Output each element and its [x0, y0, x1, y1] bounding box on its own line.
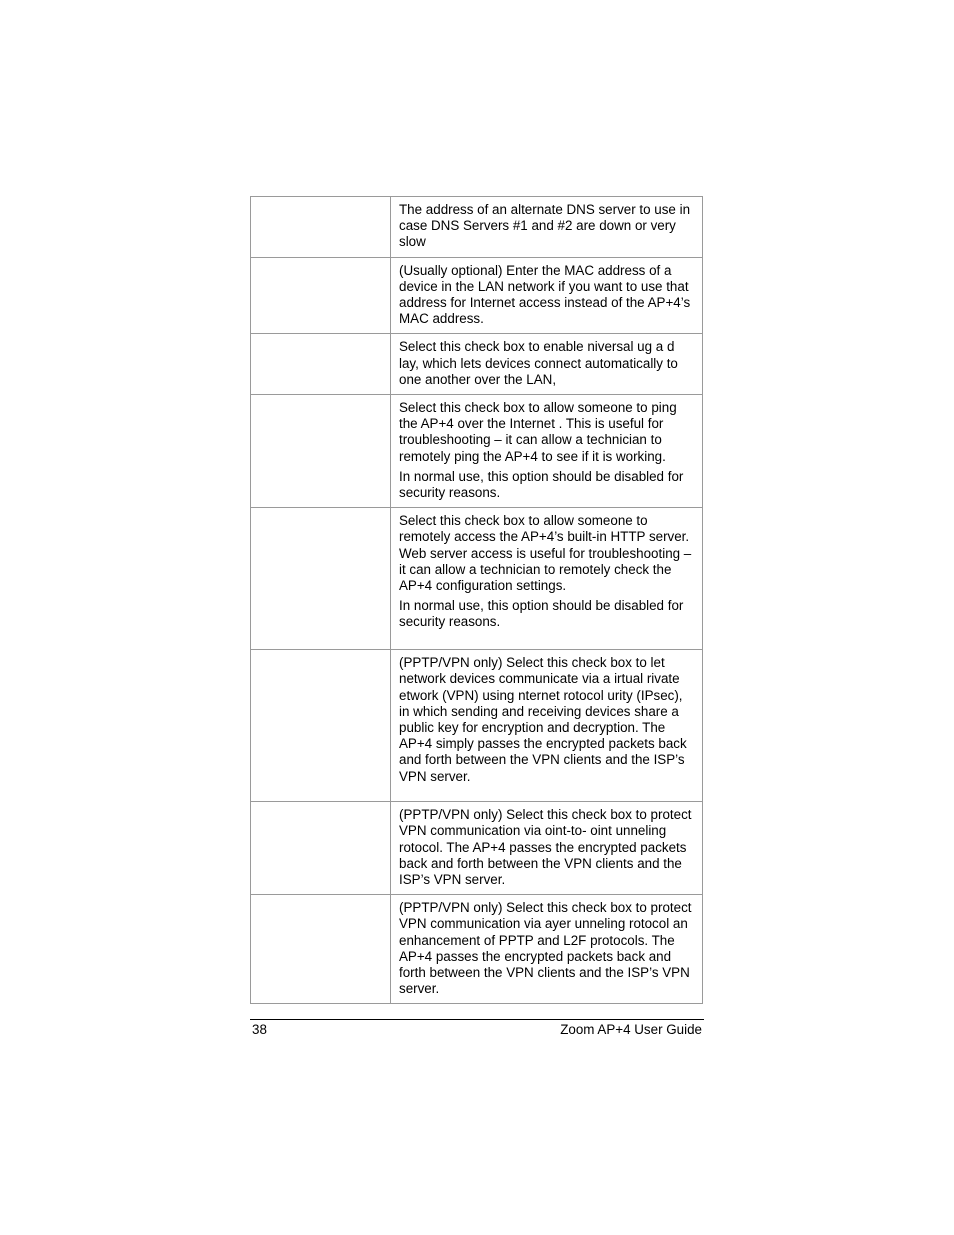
table-row [251, 895, 703, 1004]
description-paragraph: (Usually optional) Enter the MAC address of a device in the LAN network if you want to use that address for Internet access instead of the AP+4’s MAC address. [399, 262, 691, 327]
table-row [251, 395, 703, 508]
description-paragraph: Select this check box to allow someone to remotely access the AP+4’s built-in HTTP server. Web server access is useful for troubleshooting – it can allow a technician to remotely check the AP+4 configuration settings. [399, 513, 692, 594]
setting-label-cell [251, 197, 391, 258]
table-row [251, 257, 703, 334]
setting-description-cell [391, 257, 703, 334]
table-row [251, 802, 703, 895]
table-row [251, 508, 703, 650]
setting-label-cell [251, 650, 391, 802]
description-paragraph: (PPTP/VPN only) Select this check box to protect VPN communication via oint-to- oint unneling rotocol. The AP+4 passes the encrypted packets back and forth between the VPN clients and the ISP’s VPN server. [399, 807, 692, 888]
setting-label-cell [251, 508, 391, 650]
setting-label-cell [251, 334, 391, 395]
setting-description-cell [391, 802, 703, 895]
description-paragraph: (PPTP/VPN only) Select this check box to protect VPN communication via ayer unneling rotocol an enhancement of PPTP and L2F protocols. The AP+4 passes the encrypted packets back and forth between the VPN clients and the ISP’s VPN server. [399, 900, 692, 997]
description-paragraph: Select this check box to allow someone to ping the AP+4 over the Internet . This is useful for troubleshooting – it can allow a technician to remotely ping the AP+4 to see if it is working. [399, 400, 677, 464]
guide-title: Zoom AP+4 User Guide [560, 1022, 702, 1037]
table-row [251, 334, 703, 395]
description-paragraph: Select this check box to enable niversal ug a d lay, which lets devices connect automatically to one another over the LAN, [399, 339, 678, 387]
settings-description-table [250, 196, 703, 1004]
table-row [251, 197, 703, 258]
setting-description-cell [391, 395, 703, 508]
setting-label-cell [251, 257, 391, 334]
description-paragraph: (PPTP/VPN only) Select this check box to let network devices communicate via a irtual rivate etwork (VPN) using nternet rotocol urity (IPsec), in which sending and receiving devices share a public key for encryption and decryption. The AP+4 simply passes the encrypted packets back and forth between the VPN clients and the ISP’s VPN server. [399, 655, 687, 784]
setting-label-cell [251, 395, 391, 508]
footer-divider [250, 1019, 704, 1020]
description-paragraph: The address of an alternate DNS server to use in case DNS Servers #1 and #2 are down or very slow [399, 202, 691, 250]
setting-description-cell [391, 334, 703, 395]
setting-description-cell [391, 650, 703, 802]
setting-label-cell [251, 895, 391, 1004]
setting-description-cell [391, 197, 703, 258]
page-number: 38 [252, 1022, 267, 1037]
setting-description-cell [391, 895, 703, 1004]
setting-description-cell [391, 508, 703, 650]
table-row [251, 650, 703, 802]
setting-label-cell [251, 802, 391, 895]
description-paragraph: In normal use, this option should be disabled for security reasons. [399, 598, 684, 630]
description-paragraph: In normal use, this option should be disabled for security reasons. [399, 468, 684, 501]
